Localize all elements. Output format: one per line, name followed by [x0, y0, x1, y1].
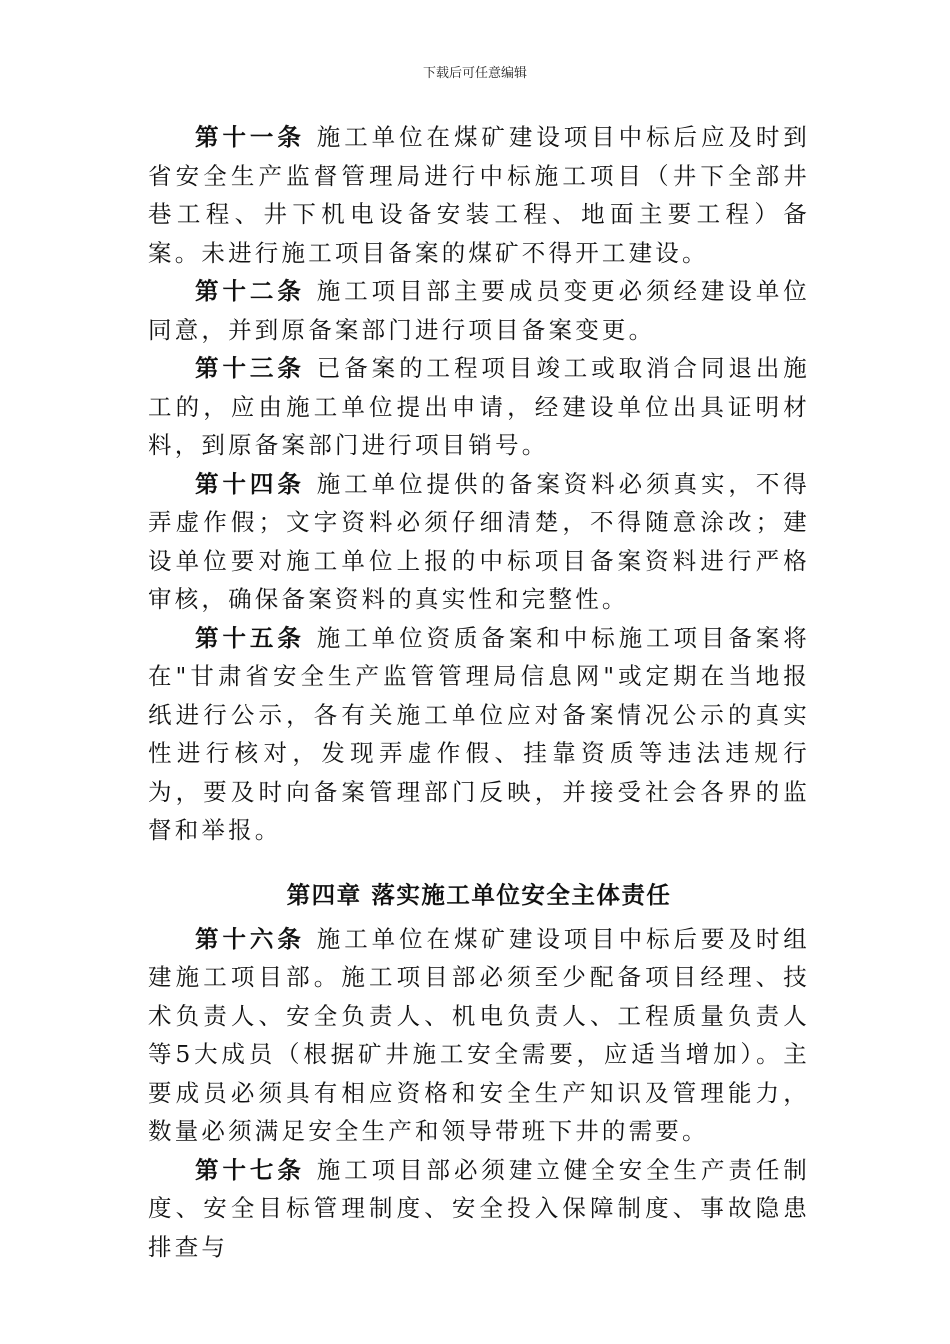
article-12: [148, 272, 810, 349]
article-number: 第十五条: [195, 623, 305, 652]
article-number: 第十四条: [195, 469, 305, 498]
article-13: [148, 349, 810, 465]
article-text: 施工单位在煤矿建设项目中标后应及时到省安全生产监督管理局进行中标施工项目（井下全部井巷工程、井下机电设备安装工程、地面主要工程）备案。未进行施工项目备案的煤矿不得开工建设。: [148, 123, 810, 267]
article-text: 施工项目部必须建立健全安全生产责任制度、安全目标管理制度、安全投入保障制度、事故隐患排查与: [148, 1155, 810, 1261]
article-14: [148, 465, 810, 619]
article-text: 施工单位提供的备案资料必须真实，不得弄虚作假；文字资料必须仔细清楚，不得随意涂改；建设单位要对施工单位上报的中标项目备案资料进行严格审核，确保备案资料的真实性和完整性。: [148, 469, 810, 613]
header-note: 下载后可任意编辑: [422, 66, 527, 81]
article-text: 施工单位资质备案和中标施工项目备案将在"甘肃省安全生产监管管理局信息网"或定期在当地报纸进行公示，各有关施工单位应对备案情况公示的真实性进行核对，发现弄虚作假、挂靠资质等违法违规行为，要及时向备案管理部门反映，并接受社会各界的监督和举报。: [148, 623, 810, 844]
article-text: 已备案的工程项目竣工或取消合同退出施工的，应由施工单位提出申请，经建设单位出具证明材料，到原备案部门进行项目销号。: [148, 354, 810, 459]
article-15: [148, 619, 810, 850]
chapter-title: 第四章 落实施工单位安全主体责任: [286, 880, 672, 909]
article-text: 施工项目部主要成员变更必须经建设单位同意，并到原备案部门进行项目备案变更。: [148, 277, 810, 344]
article-16: [148, 920, 810, 1151]
article-number: 第十二条: [195, 277, 305, 305]
article-text: 施工单位在煤矿建设项目中标后要及时组建施工项目部。施工项目部必须至少配备项目经理、技术负责人、安全负责人、机电负责人、工程质量负责人等5大成员（根据矿井施工安全需要，应适当增加）。主要成员必须具有相应资格和安全生产知识及管理能力，数量必须满足安全生产和领导带班下井的需要。: [148, 924, 810, 1145]
article-11: [148, 118, 810, 272]
article-number: 第十三条: [195, 354, 305, 382]
article-number: 第十七条: [195, 1155, 305, 1184]
document-body: [148, 118, 810, 1266]
article-number: 第十六条: [195, 924, 305, 953]
article-17: [148, 1151, 810, 1267]
article-number: 第十一条: [195, 123, 305, 151]
